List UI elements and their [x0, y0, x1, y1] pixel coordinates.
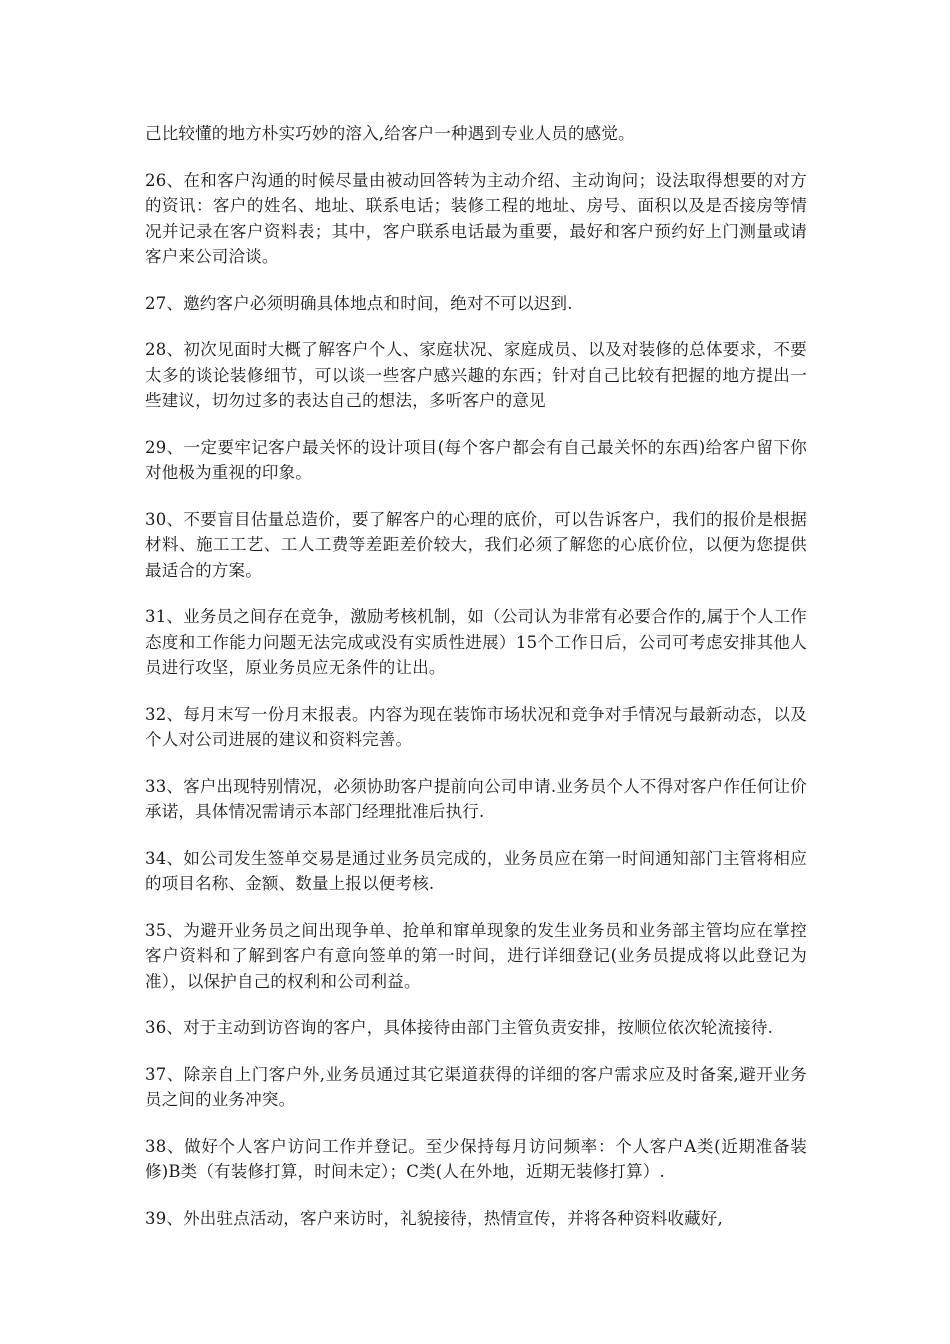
paragraph-31: 31、业务员之间存在竞争，激励考核机制，如（公司认为非常有必要合作的,属于个人工作态度和工作能力问题无法完成或没有实质性进展）15个工作日后，公司可考虑安排其他人员进行攻坚，原业务员应无条件的让出。: [145, 607, 807, 677]
paragraph-34: 34、如公司发生签单交易是通过业务员完成的，业务员应在第一时间通知部门主管将相应的项目名称、金额、数量上报以便考核.: [145, 848, 807, 893]
paragraph-38: 38、做好个人客户访问工作并登记。至少保持每月访问频率：个人客户A类(近期准备装修)B类（有装修打算，时间未定）；C类(人在外地，近期无装修打算）.: [145, 1136, 807, 1181]
paragraph-36: 36、对于主动到访咨询的客户，具体接待由部门主管负责安排，按顺位依次轮流接待.: [145, 1018, 774, 1037]
paragraph-39: 39、外出驻点活动，客户来访时，礼貌接待，热情宣传，并将各种资料收藏好,: [145, 1208, 723, 1228]
document-body: [145, 121, 807, 1250]
paragraph-30: 30、不要盲目估量总造价，要了解客户的心理的底价，可以告诉客户，我们的报价是根据材料、施工工艺、工人工费等差距差价较大，我们必须了解您的心底价位，以便为您提供最适合的方案。: [145, 509, 807, 580]
paragraph-27: 27、邀约客户必须明确具体地点和时间，绝对不可以迟到.: [145, 293, 573, 313]
paragraph-32: 32、每月末写一份月末报表。内容为现在装饰市场状况和竞争对手情况与最新动态，以及个人对公司进展的建议和资料完善。: [145, 704, 807, 749]
paragraph-37: 37、除亲自上门客户外,业务员通过其它渠道获得的详细的客户需求应及时备案,避开业务员之间的业务冲突。: [145, 1064, 807, 1109]
paragraph-35: 35、为避开业务员之间出现争单、抢单和窜单现象的发生业务员和业务部主管均应在掌控客户资料和了解到客户有意向签单的第一时间，进行详细登记(业务员提成将以此登记为准），以保护自己的权利和公司利益。: [145, 920, 807, 991]
paragraph-33: 33、客户出现特别情况，必须协助客户提前向公司申请.业务员个人不得对客户作任何让价承诺，具体情况需请示本部门经理批准后执行.: [145, 776, 807, 821]
paragraph-26: 26、在和客户沟通的时候尽量由被动回答转为主动介绍、主动询问；设法取得想要的对方的资讯：客户的姓名、地址、联系电话；装修工程的地址、房号、面积以及是否接房等情况并记录在客户资料表；其中，客户联系电话最为重要，最好和客户预约好上门测量或请客户来公司洽谈。: [145, 170, 807, 266]
paragraph-29: 29、一定要牢记客户最关怀的设计项目(每个客户都会有自己最关怀的东西)给客户留下你对他极为重视的印象。: [145, 437, 807, 482]
paragraph-25-continued: 己比较懂的地方朴实巧妙的溶入,给客户一种遇到专业人员的感觉。: [145, 124, 635, 143]
paragraph-28: 28、初次见面时大概了解客户个人、家庭状况、家庭成员、以及对装修的总体要求，不要太多的谈论装修细节，可以谈一些客户感兴趣的东西；针对自己比较有把握的地方提出一些建议，切勿过多的表达自己的想法，多听客户的意见: [145, 340, 807, 410]
